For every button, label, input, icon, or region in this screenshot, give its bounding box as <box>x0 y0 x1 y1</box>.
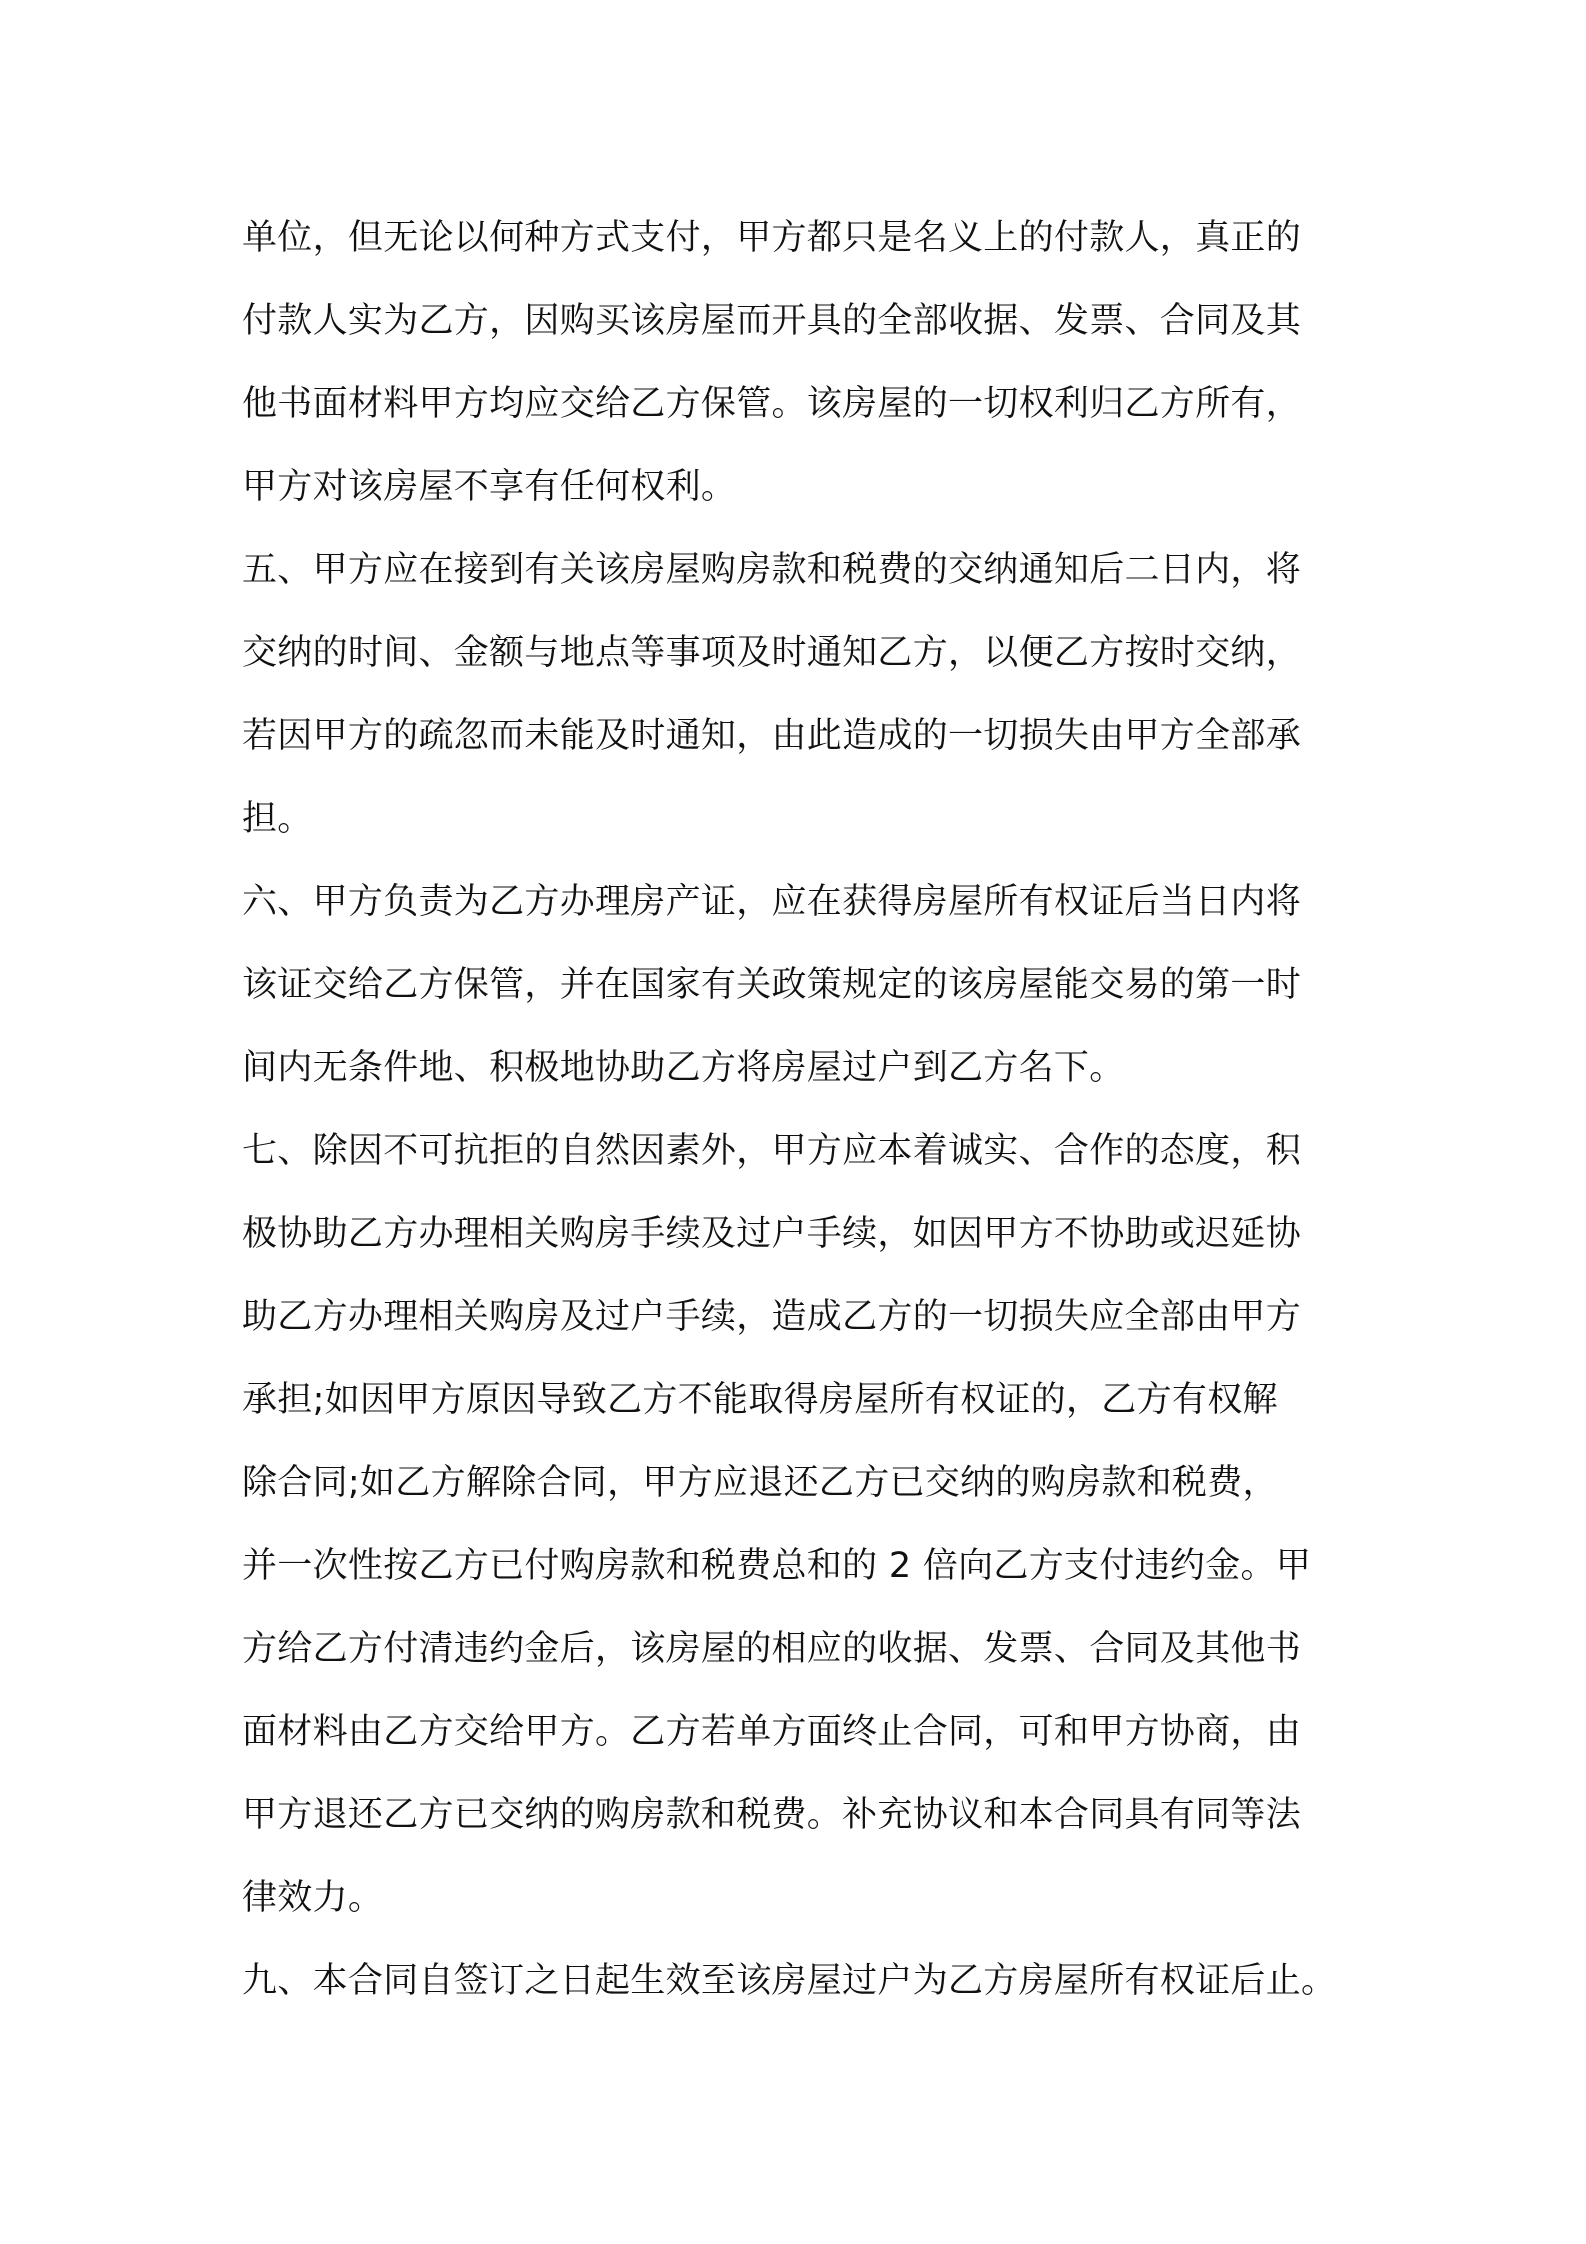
text-line: 交纳的时间、金额与地点等事项及时通知乙方，以便乙方按时交纳， <box>242 633 1302 673</box>
clause-6-line: 六、甲方负责为乙方办理房产证，应在获得房屋所有权证后当日内将 <box>242 882 1302 922</box>
text-line: 助乙方办理相关购房及过户手续，造成乙方的一切损失应全部由甲方 <box>242 1297 1302 1337</box>
contract-text <box>242 197 1362 2023</box>
text-line: 该证交给乙方保管，并在国家有关政策规定的该房屋能交易的第一时 <box>242 965 1302 1005</box>
text-line: 付款人实为乙方，因购买该房屋而开具的全部收据、发票、合同及其 <box>242 301 1302 341</box>
text-line: 间内无条件地、积极地协助乙方将房屋过户到乙方名下。 <box>242 1048 1125 1088</box>
text-line: 甲方对该房屋不享有任何权利。 <box>242 467 737 507</box>
text-line: 面材料由乙方交给甲方。乙方若单方面终止合同，可和甲方协商，由 <box>242 1712 1302 1752</box>
text-line: 他书面材料甲方均应交给乙方保管。该房屋的一切权利归乙方所有， <box>242 384 1302 424</box>
text-line: 方给乙方付清违约金后，该房屋的相应的收据、发票、合同及其他书 <box>242 1629 1302 1669</box>
text-line: 单位，但无论以何种方式支付，甲方都只是名义上的付款人，真正的 <box>242 218 1302 258</box>
clause-7-line: 七、除因不可抗拒的自然因素外，甲方应本着诚实、合作的态度，积 <box>242 1131 1302 1171</box>
text-line: 律效力。 <box>242 1878 384 1918</box>
text-line: 承担;如因甲方原因导致乙方不能取得房屋所有权证的，乙方有权解 <box>242 1380 1278 1420</box>
clause-5-line: 五、甲方应在接到有关该房屋购房款和税费的交纳通知后二日内，将 <box>242 550 1302 590</box>
text-line: 甲方退还乙方已交纳的购房款和税费。补充协议和本合同具有同等法 <box>242 1795 1302 1835</box>
text-line: 极协助乙方办理相关购房手续及过户手续，如因甲方不协助或迟延协 <box>242 1214 1302 1254</box>
text-line: 除合同;如乙方解除合同，甲方应退还乙方已交纳的购房款和税费， <box>242 1463 1278 1503</box>
text-line: 担。 <box>242 799 313 839</box>
clause-9-line: 九、本合同自签订之日起生效至该房屋过户为乙方房屋所有权证后止。 <box>242 1961 1337 2001</box>
text-line: 并一次性按乙方已付购房款和税费总和的 2 倍向乙方支付违约金。甲 <box>242 1546 1312 1586</box>
text-line: 若因甲方的疏忽而未能及时通知，由此造成的一切损失由甲方全部承 <box>242 716 1302 756</box>
